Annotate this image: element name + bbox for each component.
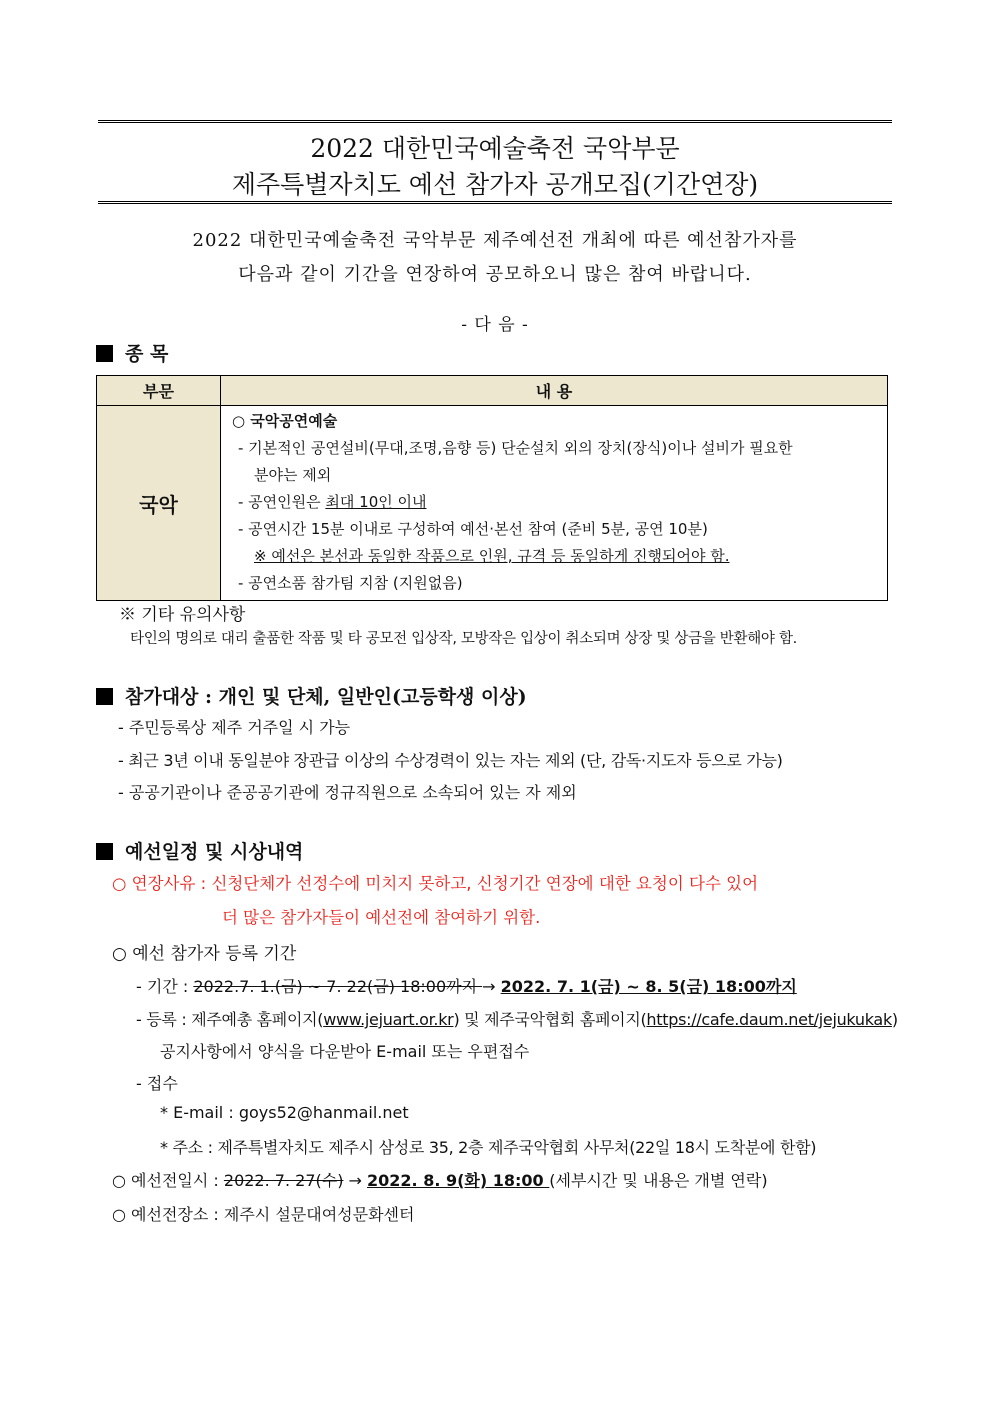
content-underlined: 최대 10인 이내 [325,493,427,511]
table-header-row [97,376,888,406]
date-new: 2022. 8. 9(화) 18:00 [367,1171,550,1190]
center-mark: - 다 음 - [461,315,529,335]
square-bullet-icon [96,688,113,705]
register-mid: ) 및 제주국악협회 홈페이지( [453,1010,647,1029]
page-title-line2: 제주특별자치도 예선 참가자 공개모집(기간연장) [231,170,759,199]
section-heading-text: 참가대상 : 개인 및 단체, 일반인(고등학생 이상) [125,686,527,708]
period-prefix: - 기간 : [136,977,194,996]
section-heading-schedule [96,837,303,864]
content-line: 분야는 제외 [254,466,332,484]
register-line2: 공지사항에서 양식을 다운받아 E-mail 또는 우편접수 [160,1042,530,1061]
content-cell [221,406,888,601]
eligibility-item: - 최근 3년 이내 동일분야 장관급 이상의 수상경력이 있는 자는 제외 (단, 감독·지도자 등으로 가능) [118,751,783,770]
arrow: → [343,1171,368,1190]
category-table [96,375,888,601]
square-bullet-icon [96,345,113,362]
note-label: ※ 기타 유의사항 [119,605,246,625]
register-suffix: ) [891,1010,898,1029]
content-note: ※ 예선은 본선과 동일한 작품으로 인원, 규격 등 동일하게 진행되어야 함. [254,547,730,565]
content-line: - 공연소품 참가팀 지참 (지원없음) [238,574,463,592]
period-new: 2022. 7. 1(금) ~ 8. 5(금) 18:00까지 [500,977,797,996]
email-line: * E-mail : goys52@hanmail.net [160,1103,409,1122]
intro-line2: 다음과 같이 기간을 연장하여 공모하오니 많은 참여 바랍니다. [238,264,752,285]
address-line: * 주소 : 제주특별자치도 제주시 삼성로 35, 2층 제주국악협회 사무처(22일 18시 도착분에 한함) [160,1138,817,1157]
item-title: ○ 국악공연예술 [232,412,338,430]
jejuart-link[interactable]: www.jejuart.or.kr [323,1010,454,1029]
note-text: 타인의 명의로 대리 출품한 작품 및 타 공모전 입상작, 모방작은 입상이 취소되며 상장 및 상금을 반환해야 함. [130,631,797,647]
registration-title: ○ 예선 참가자 등록 기간 [112,944,297,964]
content-line: - 공연시간 15분 이내로 구성하여 예선·본선 참여 (준비 5분, 공연 10분) [238,520,708,538]
section-heading-text: 종 목 [125,343,169,365]
register-prefix: - 등록 : 제주예총 홈페이지( [136,1010,324,1029]
table-row [97,406,888,601]
period-line [136,974,797,997]
eligibility-item: - 공공기관이나 준공공기관에 정규직원으로 소속되어 있는 자 제외 [118,783,577,802]
date-old: 2022. 7. 27(수) [223,1171,344,1190]
date-suffix: (세부시간 및 내용은 개별 연락) [549,1171,768,1190]
content-line [232,489,878,516]
table-header-cell: 부문 [97,376,221,406]
register-line [136,1007,898,1030]
date-prefix: ○ 예선전일시 : [112,1171,224,1190]
content-line: - 기본적인 공연설비(무대,조명,음향 등) 단순설치 외의 장치(장식)이나 설비가 필요한 [238,439,793,457]
content-text: - 공연인원은 [238,493,326,511]
section-heading-eligibility [96,682,527,709]
square-bullet-icon [96,843,113,860]
eligibility-item: - 주민등록상 제주 거주일 시 가능 [118,718,351,737]
table-header-cell: 내 용 [221,376,888,406]
section-heading-category [96,339,168,366]
competition-date-line [112,1168,768,1191]
category-cell: 국악 [97,406,221,601]
extension-reason-cont: 더 많은 참가자들이 예선전에 참여하기 위함. [222,908,541,927]
intro-line1: 2022 대한민국예술축전 국악부문 제주예선전 개최에 따른 예선참가자를 [192,230,798,251]
title-box [98,120,892,204]
venue-line: ○ 예선전장소 : 제주시 설문대여성문화센터 [112,1205,415,1224]
page-title-line1: 2022 대한민국예술축전 국악부문 [310,134,680,163]
section-heading-text: 예선일정 및 시상내역 [125,841,304,863]
cafe-daum-link[interactable]: https://cafe.daum.net/jejukukak [646,1010,892,1029]
period-old: 2022.7. 1.(금) ~ 7. 22(금) 18:00까지 [193,977,483,996]
receive-label: - 접수 [136,1074,178,1093]
extension-reason: ○ 연장사유 : 신청단체가 선정수에 미치지 못하고, 신청기간 연장에 대한 요청이 다수 있어 [112,874,759,893]
arrow: → [482,977,501,996]
